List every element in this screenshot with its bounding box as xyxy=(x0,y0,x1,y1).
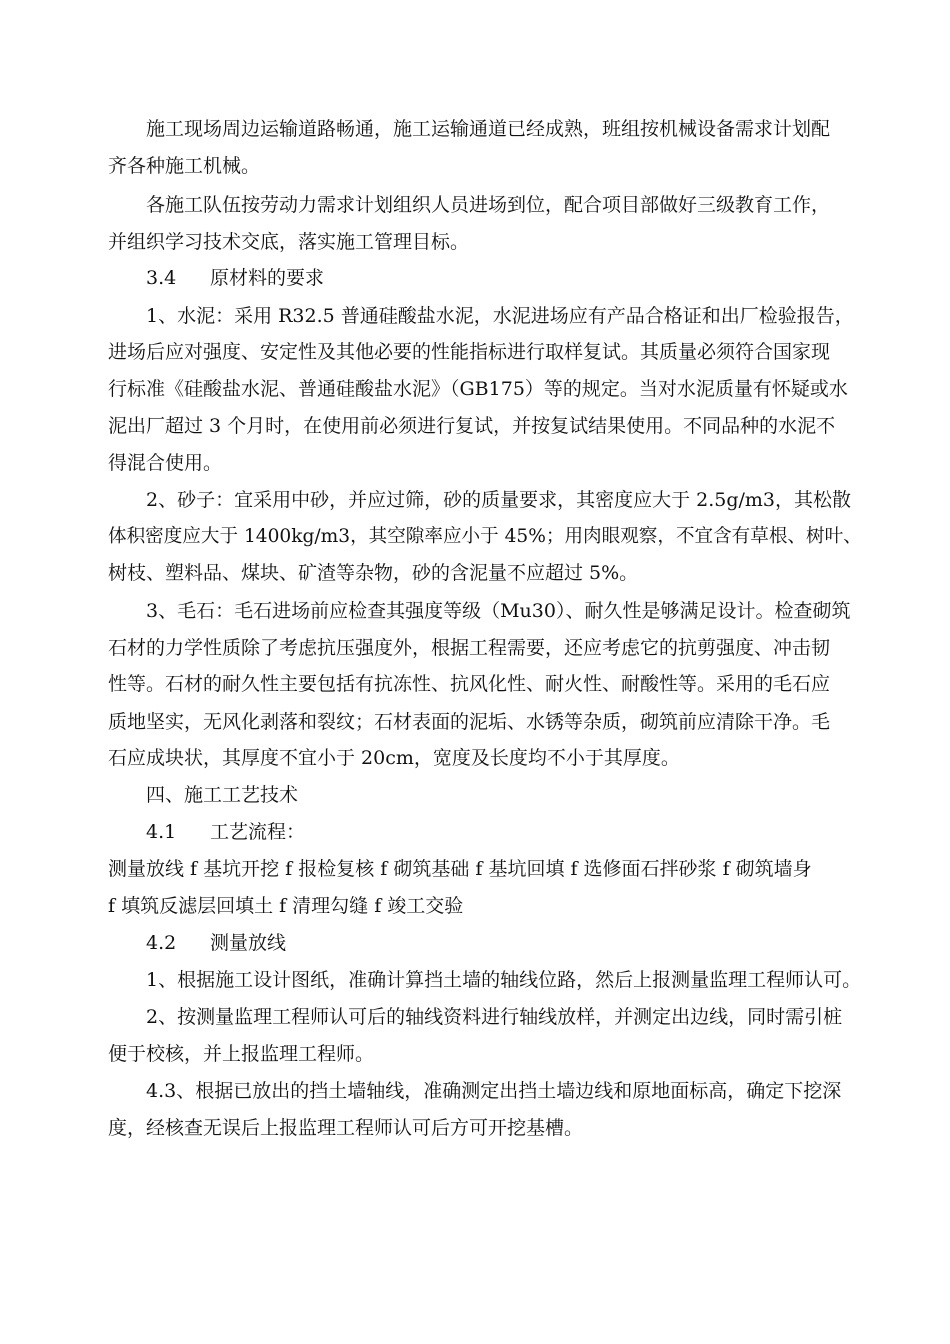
section-heading xyxy=(146,931,286,955)
section-number: 4.1 xyxy=(146,821,177,843)
paragraph-line: 石材的力学性质除了考虑抗压强度外，根据工程需要，还应考虑它的抗剪强度、冲击韧 xyxy=(108,637,831,659)
paragraph-line: 4.3、根据已放出的挡土墙轴线，准确测定出挡土墙边线和原地面标高，确定下挖深 xyxy=(146,1080,842,1102)
section-title: 测量放线 xyxy=(210,932,287,954)
paragraph-line: 施工现场周边运输道路畅通，施工运输通道已经成熟，班组按机械设备需求计划配 xyxy=(146,118,831,140)
paragraph-line: 2、砂子：宜采用中砂，并应过筛，砂的质量要求，其密度应大于 2.5g/m3，其松散 xyxy=(146,489,852,511)
paragraph-line: 测量放线 f 基坑开挖 f 报检复核 f 砌筑基础 f 基坑回填 f 选修面石拌砂浆 f 砌筑墙身 xyxy=(108,858,812,880)
section-number: 4.2 xyxy=(146,932,177,954)
section-heading xyxy=(146,820,305,844)
paragraph-line: 得混合使用。 xyxy=(108,452,223,474)
paragraph-line: 泥出厂超过 3 个月时，在使用前必须进行复试，并按复试结果使用。不同品种的水泥不 xyxy=(108,415,836,437)
paragraph-line: 2、按测量监理工程师认可后的轴线资料进行轴线放样，并测定出边线，同时需引桩 xyxy=(146,1006,843,1028)
paragraph-line: 进场后应对强度、安定性及其他必要的性能指标进行取样复试。其质量必须符合国家现 xyxy=(108,341,831,363)
section-title: 原材料的要求 xyxy=(210,267,325,289)
chapter-heading: 四、施工工艺技术 xyxy=(146,784,299,806)
paragraph-line: 质地坚实，无风化剥落和裂纹；石材表面的泥垢、水锈等杂质，砌筑前应清除干净。毛 xyxy=(108,711,831,733)
paragraph-line: 体积密度应大于 1400kg/m3，其空隙率应小于 45%；用肉眼观察，不宜含有草根、树叶、 xyxy=(108,526,862,547)
section-number: 3.4 xyxy=(146,267,177,289)
section-heading xyxy=(146,266,324,290)
paragraph-line: 石应成块状，其厚度不宜小于 20cm，宽度及长度均不小于其厚度。 xyxy=(108,747,680,769)
section-title: 工艺流程： xyxy=(210,821,306,843)
paragraph-line: 齐各种施工机械。 xyxy=(108,155,261,177)
paragraph-line: 便于校核，并上报监理工程师。 xyxy=(108,1043,375,1065)
paragraph-line: 树枝、塑料品、煤块、矿渣等杂物，砂的含泥量不应超过 5%。 xyxy=(108,562,639,584)
paragraph-line: 度，经核查无误后上报监理工程师认可后方可开挖基槽。 xyxy=(108,1117,584,1139)
paragraph-line: 3、毛石：毛石进场前应检查其强度等级（Mu30）、耐久性是够满足设计。检查砌筑 xyxy=(146,600,851,622)
paragraph-line: 各施工队伍按劳动力需求计划组织人员进场到位，配合项目部做好三级教育工作， xyxy=(146,194,831,216)
paragraph-line: 1、根据施工设计图纸，准确计算挡土墙的轴线位路，然后上报测量监理工程师认可。 xyxy=(146,969,862,991)
paragraph-line: 1、水泥：采用 R32.5 普通硅酸盐水泥，水泥进场应有产品合格证和出厂检验报告， xyxy=(146,305,854,327)
paragraph-line: f 填筑反滤层回填土 f 清理勾缝 f 竣工交验 xyxy=(108,895,464,917)
paragraph-line: 性等。石材的耐久性主要包括有抗冻性、抗风化性、耐火性、耐酸性等。采用的毛石应 xyxy=(108,673,831,695)
paragraph-line: 并组织学习技术交底，落实施工管理目标。 xyxy=(108,231,470,253)
paragraph-line: 行标准《硅酸盐水泥、普通硅酸盐水泥》（GB175）等的规定。当对水泥质量有怀疑或水 xyxy=(108,378,848,400)
